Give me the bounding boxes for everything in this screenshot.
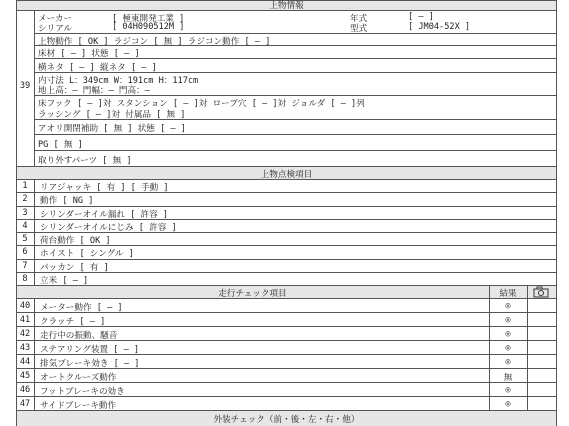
driving-row-text: サイドブレーキ動作	[40, 401, 117, 411]
hook-text: 床フック [ — ]対 スタンション [ — ]対 ロープ穴 [ — ]対 ジョルダ [ — ]列	[38, 99, 365, 109]
inspection-header	[16, 167, 557, 180]
camera-icon[interactable]	[531, 286, 553, 298]
year-label: 年式	[350, 14, 368, 24]
upper-info-header	[16, 0, 557, 11]
driving-row-result: ◎	[505, 357, 511, 367]
maker-label: メーカー	[38, 14, 73, 24]
driving-row-text: 走行中の振動、騒音	[40, 331, 118, 341]
inspection-row	[16, 233, 557, 246]
inspection-row-text: 動作 [ NG ]	[40, 196, 94, 207]
driving-row-no: 46	[19, 385, 31, 395]
inspection-row	[16, 273, 557, 286]
inspection-row-no: 8	[22, 273, 28, 284]
driving-row	[16, 341, 557, 355]
inspection-row-text: シリンダーオイル漏れ [ 許容 ]	[40, 209, 169, 220]
inspection-row-no: 7	[22, 260, 28, 271]
driving-row-result: ◎	[505, 343, 511, 353]
driving-row	[16, 313, 557, 327]
inspection-row-text: パッカン [ 有 ]	[40, 262, 109, 273]
dimensions-text: 内寸法 L：349cm W：191cm H：117cm	[38, 76, 199, 86]
driving-row-text: メーター動作 [ — ]	[40, 303, 123, 313]
inspection-row	[16, 260, 557, 273]
driving-header	[16, 286, 557, 299]
driving-row-no: 41	[19, 315, 31, 325]
driving-row	[16, 327, 557, 341]
pg-text: PG [ 無 ]	[38, 140, 83, 150]
neta-text: 横ネタ [ — ] 縦ネタ [ — ]	[38, 63, 157, 73]
inspection-row-text: ホイスト [ シングル ]	[40, 249, 134, 260]
removable-row	[16, 151, 557, 167]
inspection-row-no: 6	[22, 247, 28, 258]
inspection-row-text: リアジャッキ [ 有 ] [ 手動 ]	[40, 183, 169, 193]
driving-row-no: 44	[19, 357, 31, 367]
exterior-header-label: 外装チェック（前・後・左・右・他）	[213, 415, 360, 425]
inspection-row	[16, 207, 557, 220]
inspection-header-label: 上物点検項目	[260, 170, 313, 180]
driving-row-text: 排気ブレーキ効き [ — ]	[40, 359, 140, 369]
inspection-row-no: 3	[22, 207, 28, 218]
driving-row-result: 無	[503, 373, 513, 383]
pg-row	[34, 135, 557, 151]
inspection-row	[16, 193, 557, 206]
driving-row-no: 47	[19, 399, 31, 409]
driving-row	[16, 397, 557, 411]
driving-row-result: ◎	[505, 329, 511, 339]
inspection-row	[16, 180, 557, 193]
driving-row-no: 43	[19, 343, 31, 353]
neta-row	[34, 59, 557, 73]
inspection-row-text: シリンダーオイルにじみ [ 許容 ]	[40, 222, 177, 233]
removable-text: 取り外すパーツ [ 無 ]	[38, 156, 132, 166]
driving-row-result: ◎	[505, 385, 511, 395]
ground-height-text: 地上高：— 門幅：— 門高：—	[38, 86, 150, 96]
hook-row	[34, 96, 557, 120]
driving-row	[16, 299, 557, 313]
driving-row-text: オートクルーズ動作	[40, 373, 117, 383]
inspection-row-no: 2	[22, 194, 28, 205]
driving-row	[16, 383, 557, 397]
inspection-row-no: 5	[22, 234, 28, 244]
aori-row	[34, 120, 557, 135]
driving-header-label: 走行チェック項目	[218, 289, 287, 299]
model-value: [ JM04-52X ]	[408, 22, 471, 32]
model-label: 型式	[350, 24, 368, 34]
inspection-row-text: 立米 [ — ]	[40, 275, 89, 286]
inspection-row-text: 荷台動作 [ OK ]	[40, 236, 111, 246]
driving-row-text: ステアリング装置 [ — ]	[40, 345, 140, 355]
maker-value: [ 極東開発工業 ]	[112, 14, 185, 24]
exterior-header	[16, 411, 557, 426]
serial-label: シリアル	[38, 24, 73, 34]
floor-text: 床材 [ — ] 状態 [ — ]	[38, 49, 140, 59]
operation-row	[34, 34, 557, 46]
driving-row-no: 42	[19, 329, 31, 339]
vehicle-inspection-sheet	[16, 0, 557, 426]
maker-serial-row	[34, 11, 557, 34]
driving-row-result: ◎	[505, 301, 511, 311]
driving-row-no: 40	[19, 301, 31, 311]
year-value: [ — ]	[408, 12, 434, 22]
inspection-row-no: 1	[22, 181, 28, 191]
driving-row-text: フットブレーキの効き	[40, 387, 125, 397]
operation-text: 上物動作 [ OK ] ラジコン [ 無 ] ラジコン動作 [ — ]	[38, 37, 271, 47]
result-header: 結果	[499, 289, 517, 299]
driving-row-result: ◎	[505, 315, 511, 325]
driving-row-result: ◎	[505, 399, 511, 409]
upper-info-header-label: 上物情報	[269, 1, 304, 11]
driving-row	[16, 369, 557, 383]
driving-row	[16, 355, 557, 369]
aori-text: アオリ開閉補助 [ 無 ] 状態 [ — ]	[38, 124, 186, 134]
lashing-text: ラッシング [ — ]対 付属品 [ 無 ]	[38, 110, 186, 120]
dimensions-row	[34, 73, 557, 96]
driving-row-text: クラッチ [ — ]	[40, 317, 106, 327]
inspection-row-no: 4	[22, 220, 28, 231]
floor-row	[34, 46, 557, 59]
inspection-row	[16, 246, 557, 259]
driving-row-no: 45	[19, 371, 31, 381]
inspection-row	[16, 220, 557, 233]
serial-value: [ 04H090512M ]	[112, 22, 185, 32]
upper-info-item-no: 39	[19, 81, 31, 91]
